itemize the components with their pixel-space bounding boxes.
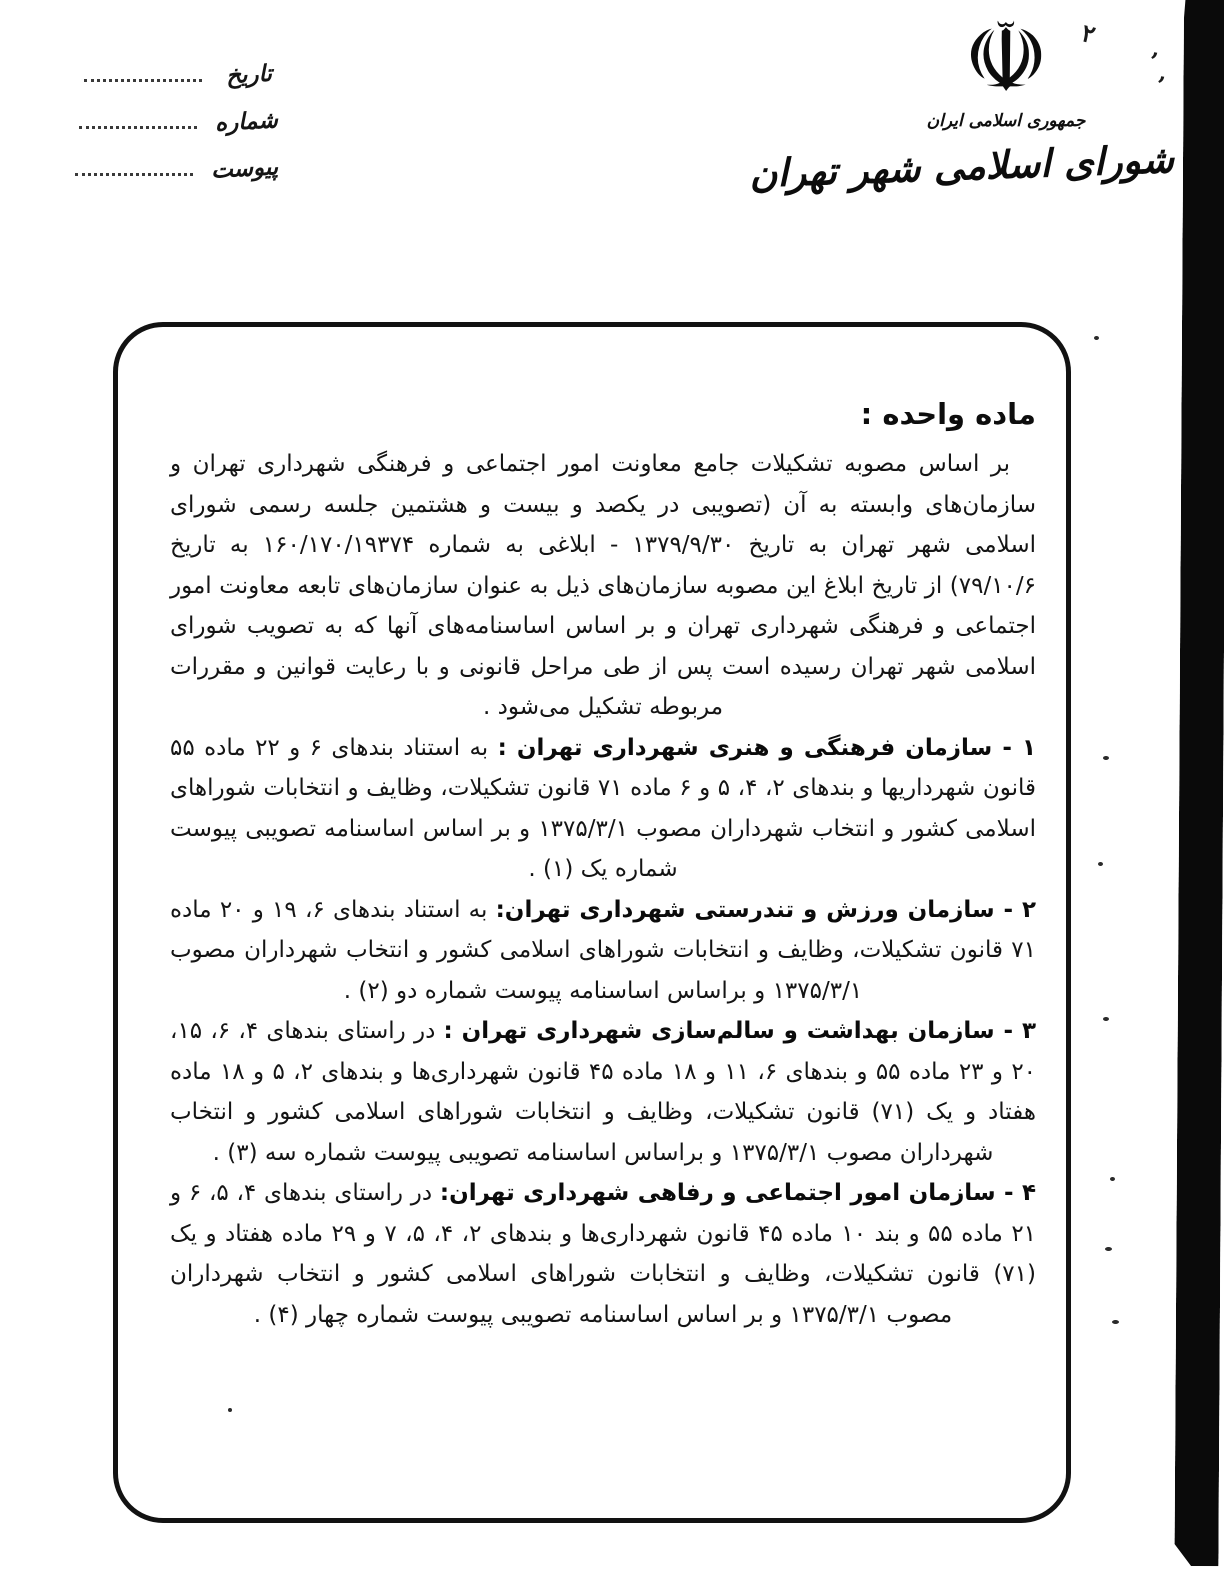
attachment-dotted-line: [75, 173, 193, 176]
scan-speck: [1105, 1247, 1112, 1251]
letterhead: [748, 2, 1175, 197]
organization-item-3: [170, 1011, 1036, 1173]
field-row-number: [48, 99, 279, 137]
handwritten-mark: ʼ: [1147, 46, 1160, 77]
letterhead-form-fields: [48, 52, 278, 193]
organization-item-4: [170, 1173, 1036, 1335]
intro-paragraph: بر اساس مصوبه تشکیلات جامع معاونت امور اجتماعی و فرهنگی شهرداری تهران و سازمان‌های وابسته به آن (تصویبی در یکصد و بیست و هشتمین جلسه رسمی شورای اسلامی شهر تهران به تاریخ ۱۳۷۹/۹/۳۰ - ابلاغی به شماره ۱۶۰/۱۷۰/۱۹۳۷۴ به تاریخ ۷۹/۱۰/۶) از تاریخ ابلاغ این مصوبه سازمان‌های ذیل به عنوان سازمان‌های تابعه معاونت امور اجتماعی و فرهنگی شهرداری تهران و بر اساس اساسنامه‌های آنها که به تصویب شورای اسلامی شهر تهران رسیده است پس از طی مراحل قانونی و با رعایت قوانین و مقررات مربوطه تشکیل می‌شود .: [170, 451, 1036, 720]
scan-speck: [1094, 336, 1099, 340]
scan-speck: [1110, 1177, 1115, 1181]
council-name-calligraphy: شورای اسلامی شهر تهران: [748, 136, 1175, 197]
scan-speck: [1112, 1320, 1119, 1324]
handwritten-mark: ٢: [1078, 17, 1099, 50]
organization-item-1: [170, 728, 1036, 890]
document-heading: ماده واحده :: [860, 397, 1036, 431]
item-4-title: ۴ - سازمان امور اجتماعی و رفاهی شهرداری تهران:: [439, 1180, 1037, 1206]
scan-edge-band: [1174, 0, 1224, 1566]
item-1-title: ۱ - سازمان فرهنگی و هنری شهرداری تهران :: [497, 734, 1036, 761]
document-border-box: [113, 322, 1071, 1523]
item-2-title: ۲ - سازمان ورزش و تندرستی شهرداری تهران:: [495, 896, 1037, 923]
scan-speck: [228, 1408, 232, 1412]
field-row-attachment: [48, 146, 279, 184]
attachment-field-label: پیوست: [210, 153, 279, 184]
date-field-label: تاریخ: [225, 59, 273, 90]
country-name: جمهوری اسلامی ایران: [926, 110, 1086, 131]
date-dotted-line: [84, 79, 202, 82]
item-3-body: در راستای بندهای ۴، ۶، ۱۵، ۲۰ و ۲۳ ماده ۵۵ و بندهای ۶، ۱۱ و ۱۸ ماده ۴۵ قانون شهرداری‌ها و بندهای ۲، ۵ و ۱۸ ماده هفتاد و یک (۷۱) قانون تشکیلات، وظایف و انتخابات شوراهای اسلامی کشور و انتخاب شهرداران مصوب ۱۳۷۵/۳/۱ و براساس اساسنامه تصویبی پیوست شماره سه (۳) .: [170, 1018, 1037, 1166]
handwritten-mark: ʼ: [1154, 70, 1167, 101]
item-2-body: به استناد بندهای ۶، ۱۹ و ۲۰ ماده ۷۱ قانون تشکیلات، وظایف و انتخابات شوراهای اسلامی کشور و انتخاب شهرداران مصوب ۱۳۷۵/۳/۱ و براساس اساسنامه پیوست شماره دو (۲) .: [170, 896, 1036, 1004]
item-1-body: به استناد بندهای ۶ و ۲۲ ماده ۵۵ قانون شهرداریها و بندهای ۲، ۴، ۵ و ۶ ماده ۷۱ قانون تشکیلات، وظایف و انتخابات شوراهای اسلامی کشور و انتخاب شهرداران مصوب ۱۳۷۵/۳/۱ و بر اساس اساسنامه تصویبی پیوست شماره یک (۱) .: [170, 734, 1036, 882]
iran-national-emblem-icon: ☫: [962, 2, 1050, 114]
organization-item-2: [170, 890, 1036, 1012]
scan-speck: [1098, 862, 1103, 866]
scan-speck: [1103, 756, 1109, 760]
number-field-label: شماره: [214, 106, 279, 137]
item-4-body: در راستای بندهای ۴، ۵، ۶ و ۲۱ ماده ۵۵ و بند ۱۰ ماده ۴۵ قانون شهرداری‌ها و بندهای ۲، ۴، ۵، ۷ و ۲۹ ماده هفتاد و یک (۷۱) قانون تشکیلات، وظایف و انتخابات شوراهای اسلامی کشور و انتخاب شهرداران مصوب ۱۳۷۵/۳/۱ و بر اساس اساسنامه تصویبی پیوست شماره چهار (۴) .: [170, 1180, 1037, 1328]
field-row-date: [48, 52, 278, 90]
item-3-title: ۳ - سازمان بهداشت و سالم‌سازی شهرداری تهران :: [443, 1018, 1036, 1044]
scan-speck: [1103, 1017, 1109, 1021]
number-dotted-line: [79, 126, 197, 129]
